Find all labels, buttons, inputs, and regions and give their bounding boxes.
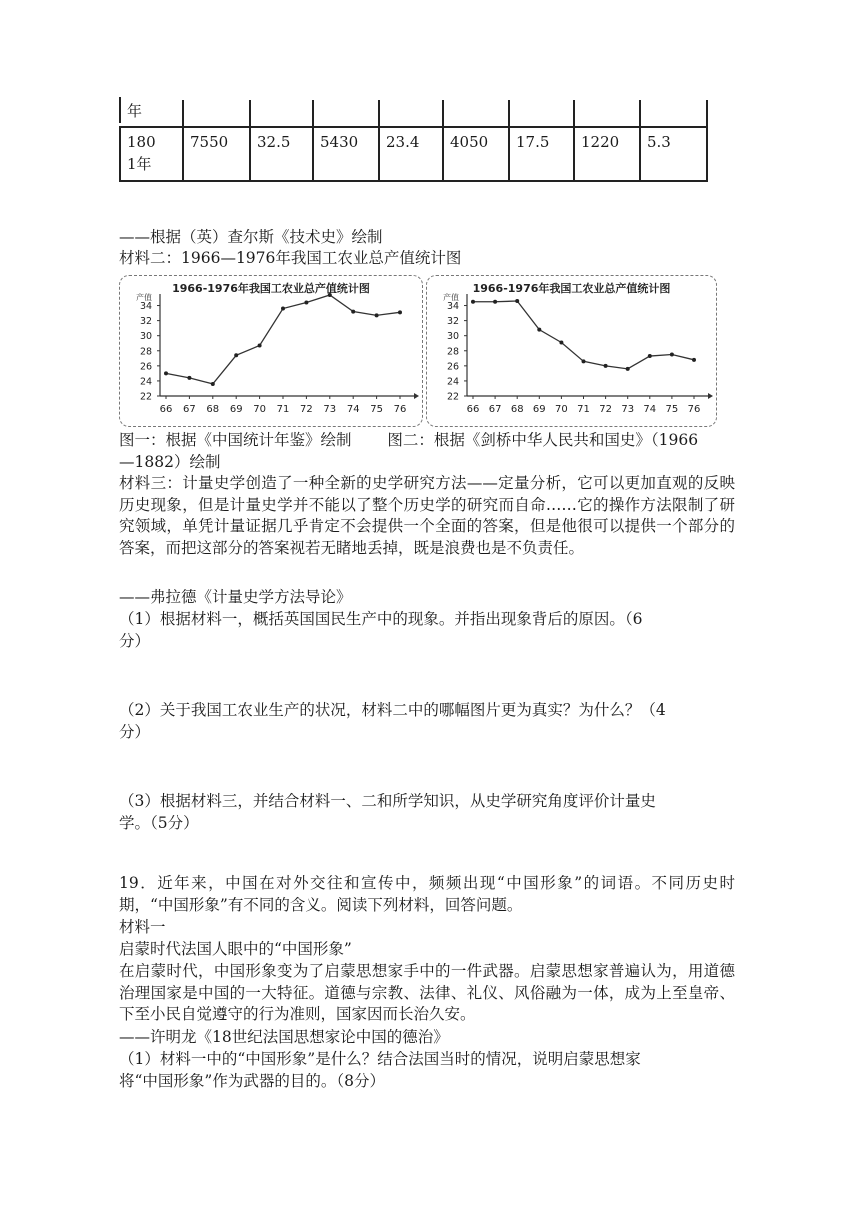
series-line	[473, 301, 694, 369]
data-point	[626, 367, 630, 371]
x-tick-label: 71	[276, 404, 290, 415]
data-point	[281, 307, 285, 311]
table-cell	[312, 100, 378, 126]
data-point	[537, 328, 541, 332]
chart-two	[426, 275, 717, 427]
table-cell: 5.3	[639, 128, 706, 180]
x-axis-arrow	[414, 393, 419, 399]
x-tick-label: 74	[346, 404, 360, 415]
y-tick-label: 24	[140, 376, 153, 388]
table-cell: 23.4	[378, 128, 442, 180]
y-tick-label: 34	[447, 301, 460, 313]
table-cell: 4050	[442, 128, 508, 180]
table-cell: 1801年	[119, 128, 182, 180]
table-cell: 32.5	[249, 128, 312, 180]
data-point	[692, 358, 696, 362]
data-point	[164, 371, 168, 375]
x-tick-label: 75	[370, 404, 383, 415]
question-2: （2）关于我国工农业生产的状况，材料二中的哪幅图片更为真实？为什么？（4	[119, 701, 666, 719]
x-axis-arrow	[708, 393, 713, 399]
caption-line: —1882）绘制	[119, 453, 221, 471]
table-cell	[249, 100, 312, 126]
question-19-intro: 19．近年来，中国在对外交往和宣传中，频频出现“中国形象”的词语。不同历史时期，“中国形象”有不同的含义。阅读下列材料，回答问题。	[119, 874, 735, 914]
x-tick-label: 68	[510, 404, 524, 415]
caption-line: 图一：根据《中国统计年鉴》绘制 图二：根据《剑桥中华人民共和国史》（1966	[119, 431, 699, 449]
data-point	[211, 382, 215, 386]
data-point	[375, 313, 379, 317]
y-tick-label: 32	[447, 316, 460, 328]
question-2-cont: 分）	[119, 723, 151, 741]
table-rule	[119, 180, 708, 182]
chart-title: 1966-1976年我国工农业总产值统计图	[172, 282, 370, 295]
table-cell: 5430	[312, 128, 378, 180]
y-tick-label: 24	[447, 376, 460, 388]
y-axis-label: 产值	[443, 293, 459, 302]
y-tick-label: 30	[447, 331, 460, 343]
y-tick-label: 28	[447, 346, 460, 358]
data-point	[471, 300, 475, 304]
material-label: 材料一	[119, 918, 166, 936]
question-3-cont: 学。（5分）	[119, 814, 199, 832]
data-point	[398, 310, 402, 314]
y-axis-label: 产值	[136, 293, 152, 302]
data-point	[351, 310, 355, 314]
data-table	[119, 100, 708, 182]
x-tick-label: 70	[555, 404, 568, 415]
y-tick-label: 32	[140, 316, 153, 328]
x-tick-label: 70	[253, 404, 266, 415]
x-tick-label: 69	[229, 404, 243, 415]
question-19-1-cont: 将“中国形象”作为武器的目的。（8分）	[119, 1072, 385, 1090]
table-cell	[182, 100, 249, 126]
table-cell: 17.5	[508, 128, 573, 180]
question-1: （1）根据材料一，概括英国国民生产中的现象。并指出现象背后的原因。（6	[119, 610, 643, 628]
source-line: ——许明龙《18世纪法国思想家论中国的德治》	[119, 1028, 449, 1046]
table-row	[119, 128, 708, 180]
data-point	[258, 343, 262, 347]
x-tick-label: 72	[599, 404, 612, 415]
data-point	[559, 340, 563, 344]
y-tick-label: 22	[140, 391, 153, 403]
data-point	[582, 359, 586, 363]
question-1-cont: 分）	[119, 632, 151, 650]
data-point	[515, 299, 519, 303]
x-tick-label: 73	[323, 404, 337, 415]
chart-one-plot	[120, 276, 422, 426]
material-title: 启蒙时代法国人眼中的“中国形象”	[119, 940, 352, 958]
table-cell: 7550	[182, 128, 249, 180]
data-point	[187, 376, 191, 380]
chart-title: 1966-1976年我国工农业总产值统计图	[472, 282, 671, 295]
x-tick-label: 67	[183, 404, 196, 415]
table-cell: 年	[119, 97, 182, 123]
table-cell	[573, 100, 639, 126]
chart-one	[119, 275, 423, 427]
data-point	[493, 300, 497, 304]
data-point	[670, 353, 674, 357]
material-three: 材料三：计量史学创造了一种全新的史学研究方法——定量分析，它可以更加直观的反映历史现象，但是计量史学并不能以了整个历史学的研究而自命……它的操作方法限制了研究领域，单凭计量证据几乎肯定不会提供一个全面的答案，但是他很可以提供一个部分的答案，而把这部分的答案视若无睹地丢掉，既是浪费也是不负责任。	[119, 474, 735, 557]
source-line: ——弗拉德《计量史学方法导论》	[119, 588, 352, 606]
x-tick-label: 66	[466, 404, 480, 415]
x-tick-label: 66	[159, 404, 173, 415]
y-tick-label: 34	[140, 301, 153, 313]
x-tick-label: 67	[488, 404, 502, 415]
source-line: ——根据（英）查尔斯《技术史》绘制	[119, 228, 383, 246]
table-cell	[442, 100, 508, 126]
question-19-1: （1）材料一中的“中国形象”是什么？结合法国当时的情况，说明启蒙思想家	[119, 1050, 641, 1068]
x-tick-label: 73	[621, 404, 635, 415]
y-tick-label: 28	[140, 346, 153, 358]
data-point	[604, 364, 608, 368]
table-cell	[378, 100, 442, 126]
x-tick-label: 72	[300, 404, 313, 415]
table-cell	[639, 100, 706, 126]
table-row	[119, 100, 708, 126]
data-point	[648, 354, 652, 358]
x-tick-label: 69	[532, 404, 546, 415]
y-tick-label: 26	[140, 361, 153, 373]
chart-two-plot	[427, 276, 716, 426]
y-tick-label: 22	[447, 391, 460, 403]
x-tick-label: 76	[393, 404, 407, 415]
y-tick-label: 30	[140, 331, 153, 343]
x-tick-label: 71	[577, 404, 590, 415]
y-tick-label: 26	[447, 361, 460, 373]
x-tick-label: 75	[665, 404, 679, 415]
material-one: 在启蒙时代，中国形象变为了启蒙思想家手中的一件武器。启蒙思想家普遍认为，用道德治理国家是中国的一大特征。道德与宗教、法律、礼仪、风俗融为一体，成为上至皇帝、下至小民自觉遵守的行为准则，国家因而长治久安。	[119, 962, 735, 1024]
question-3: （3）根据材料三，并结合材料一、二和所学知识，从史学研究角度评价计量史	[119, 792, 656, 810]
table-cell	[508, 100, 573, 126]
table-cell: 1220	[573, 128, 639, 180]
data-point	[234, 353, 238, 357]
material-title: 材料二：1966—1976年我国工农业总产值统计图	[119, 249, 462, 267]
data-point	[304, 301, 308, 305]
x-tick-label: 76	[687, 404, 701, 415]
x-tick-label: 68	[206, 404, 220, 415]
x-tick-label: 74	[643, 404, 657, 415]
